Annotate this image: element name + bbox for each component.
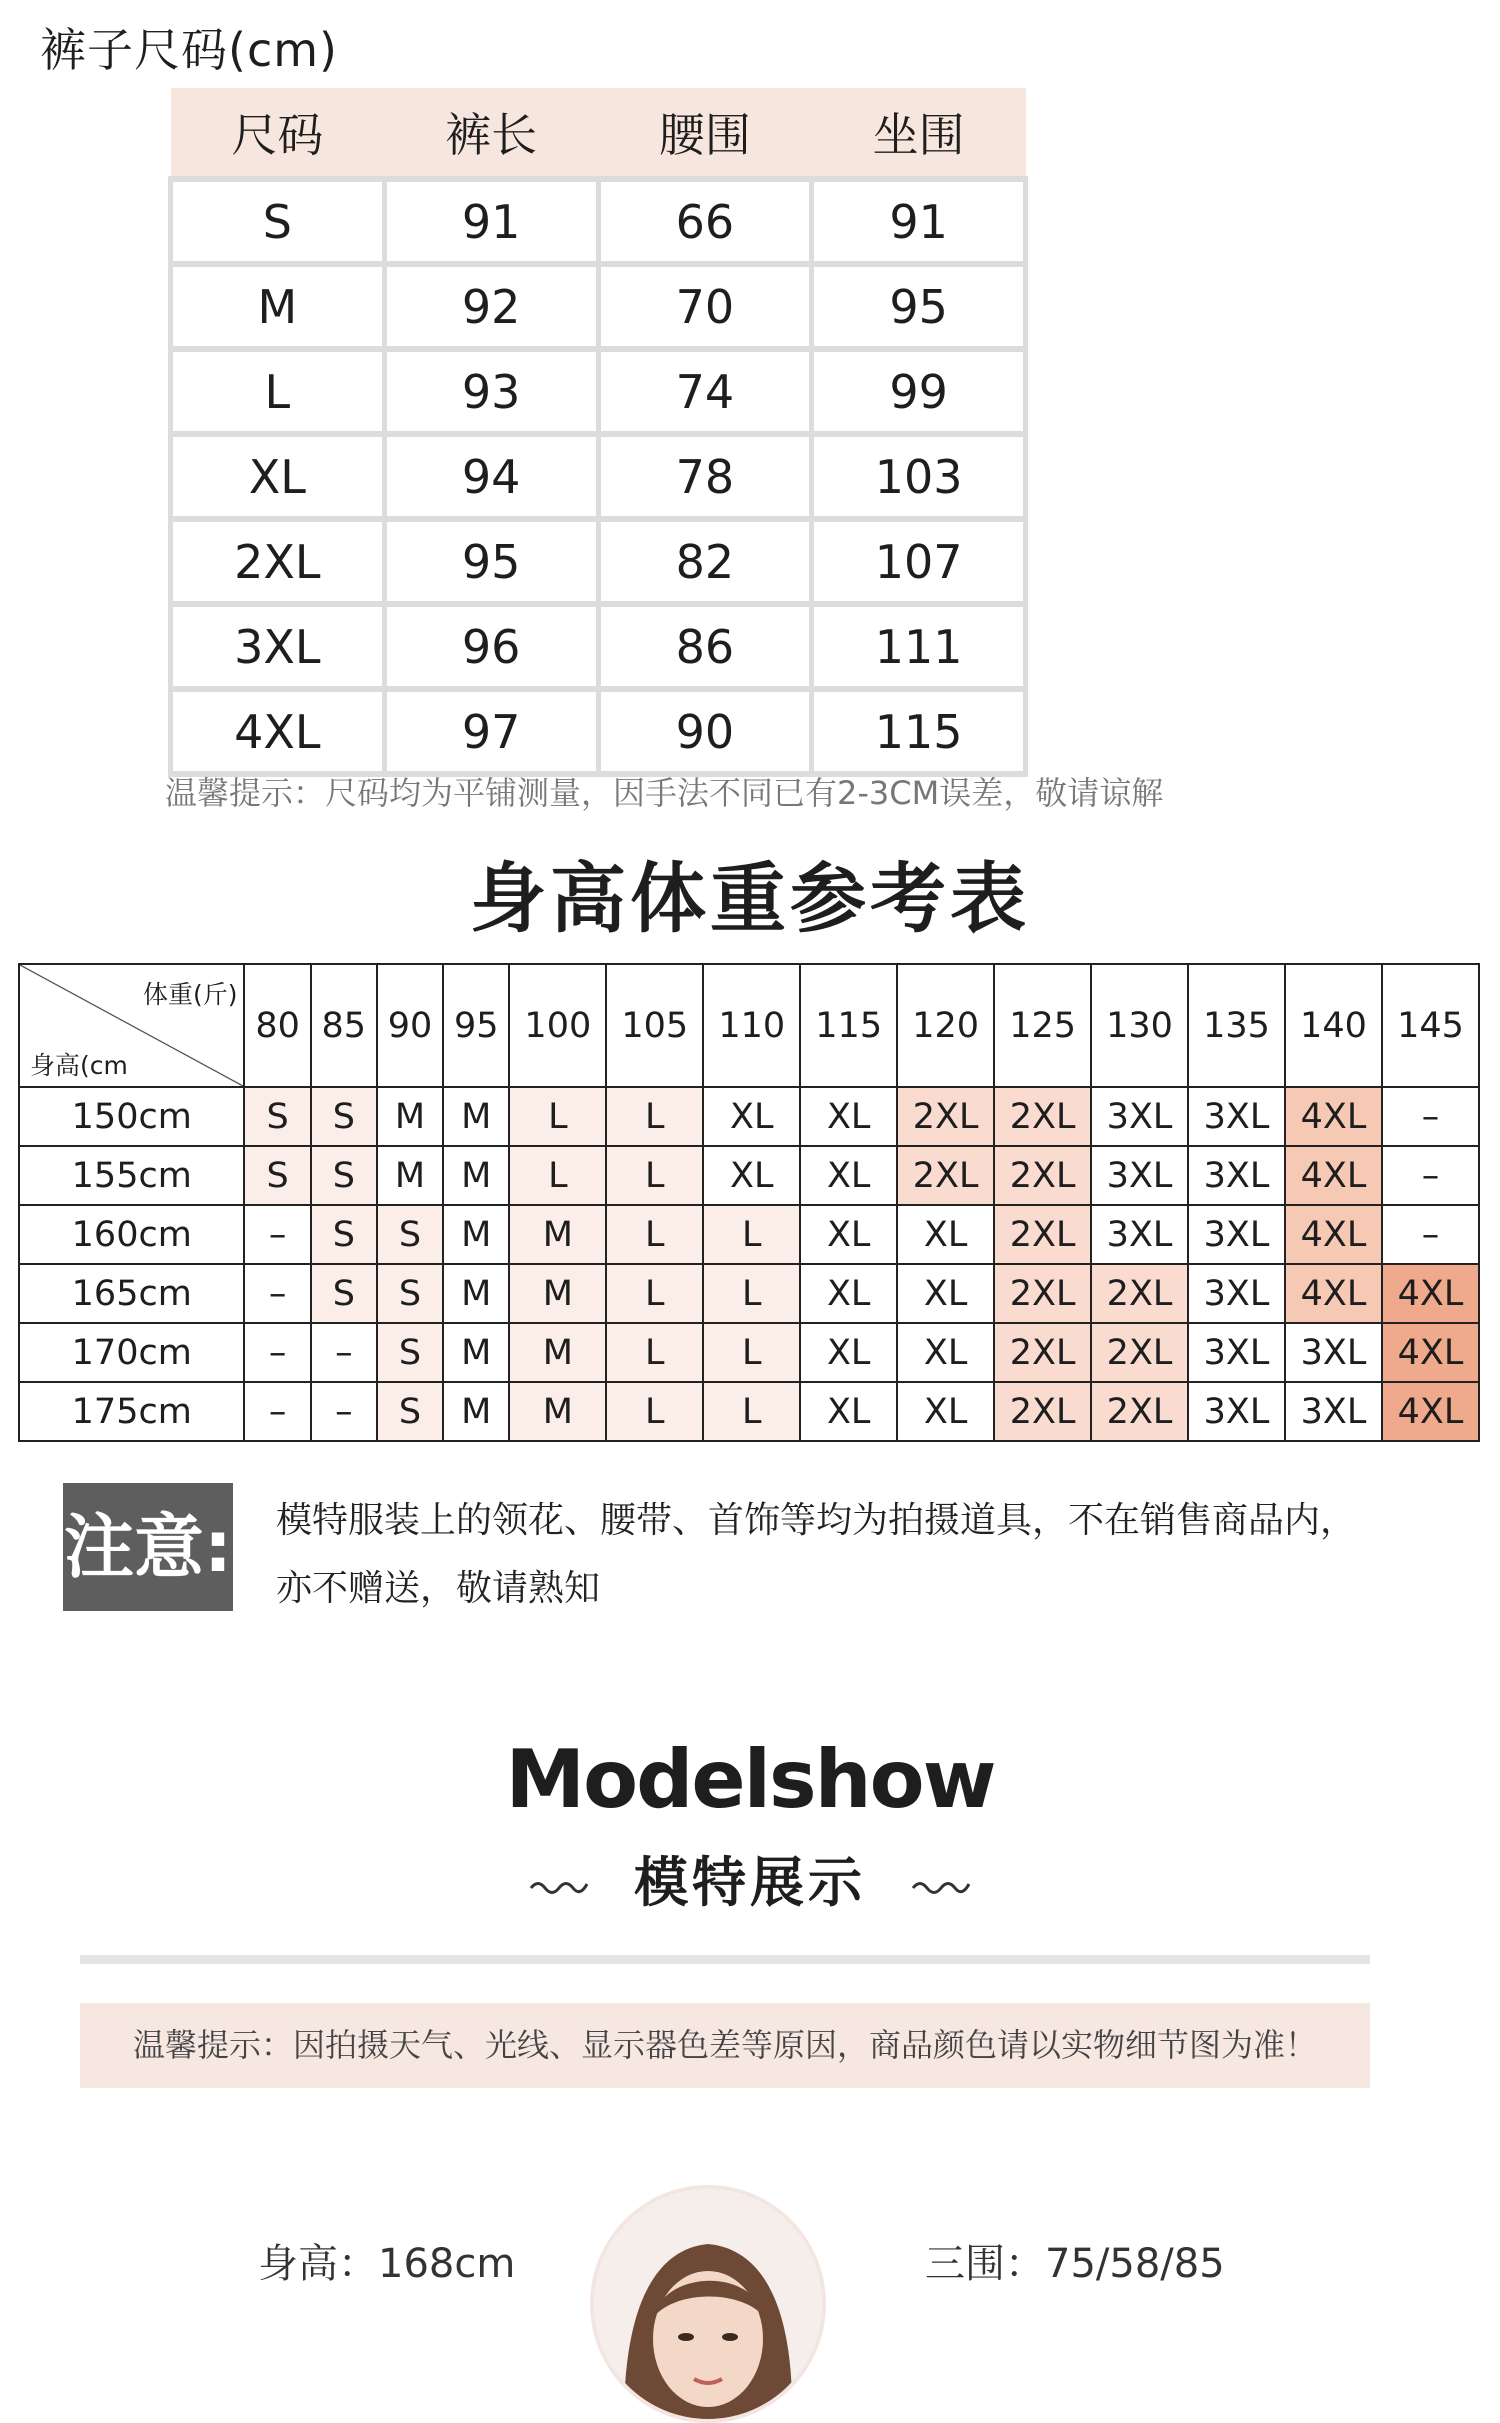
size-recommendation-cell: S <box>244 1087 310 1146</box>
size-recommendation-cell: L <box>606 1323 703 1382</box>
weight-header-cell: 145 <box>1382 964 1479 1087</box>
size-recommendation-cell: M <box>509 1323 606 1382</box>
pants-table-row <box>171 179 1026 264</box>
pants-waist-cell: 90 <box>598 689 812 774</box>
size-recommendation-cell: 4XL <box>1382 1323 1479 1382</box>
pants-size-cell: 3XL <box>171 604 385 689</box>
reference-row <box>19 1205 1479 1264</box>
height-weight-table <box>18 963 1480 1442</box>
weight-header-cell: 135 <box>1188 964 1285 1087</box>
height-cell: 160cm <box>19 1205 244 1264</box>
pants-waist-cell: 70 <box>598 264 812 349</box>
size-recommendation-cell: M <box>509 1382 606 1441</box>
size-recommendation-cell: L <box>703 1205 800 1264</box>
size-recommendation-cell: 2XL <box>994 1087 1091 1146</box>
model-show-title: Modelshow <box>505 1733 995 1826</box>
size-recommendation-cell: L <box>606 1382 703 1441</box>
reference-row <box>19 1146 1479 1205</box>
weight-header-cell: 120 <box>897 964 994 1087</box>
pants-header-waist: 腰围 <box>598 88 812 179</box>
weight-header-cell: 85 <box>311 964 377 1087</box>
pants-size-cell: 2XL <box>171 519 385 604</box>
pants-table-row <box>171 434 1026 519</box>
size-recommendation-cell: 4XL <box>1382 1382 1479 1441</box>
size-recommendation-cell: 3XL <box>1188 1146 1285 1205</box>
size-recommendation-cell: 4XL <box>1285 1087 1382 1146</box>
pants-size-title: 裤子尺码(cm) <box>40 23 338 77</box>
pants-hip-cell: 95 <box>812 264 1026 349</box>
size-recommendation-cell: M <box>443 1205 509 1264</box>
pants-waist-cell: 78 <box>598 434 812 519</box>
height-cell: 155cm <box>19 1146 244 1205</box>
height-cell: 175cm <box>19 1382 244 1441</box>
size-recommendation-cell: – <box>244 1264 310 1323</box>
pants-table-row <box>171 264 1026 349</box>
size-recommendation-cell: XL <box>800 1264 897 1323</box>
size-recommendation-cell: XL <box>897 1205 994 1264</box>
size-recommendation-cell: – <box>1382 1087 1479 1146</box>
weight-header-cell: 140 <box>1285 964 1382 1087</box>
model-height: 身高：168cm <box>258 2241 516 2287</box>
measure-note: 温馨提示：尺码均为平铺测量，因手法不同已有2-3CM误差，敬请谅解 <box>165 774 1164 812</box>
pants-size-cell: M <box>171 264 385 349</box>
size-recommendation-cell: 2XL <box>994 1205 1091 1264</box>
size-recommendation-cell: 4XL <box>1285 1264 1382 1323</box>
weight-header-cell: 80 <box>244 964 310 1087</box>
pants-length-cell: 95 <box>384 519 598 604</box>
pants-size-cell: XL <box>171 434 385 519</box>
pants-table-row <box>171 604 1026 689</box>
size-recommendation-cell: 2XL <box>897 1087 994 1146</box>
notice-text <box>276 1487 1456 1623</box>
weight-axis-label: 体重(斤) <box>142 980 238 1009</box>
pants-table-row <box>171 519 1026 604</box>
size-recommendation-cell: S <box>377 1382 443 1441</box>
size-recommendation-cell: S <box>377 1264 443 1323</box>
model-portrait-image <box>594 2189 822 2419</box>
size-recommendation-cell: M <box>443 1323 509 1382</box>
weight-header-cell: 130 <box>1091 964 1188 1087</box>
weight-header-cell: 115 <box>800 964 897 1087</box>
size-recommendation-cell: L <box>509 1146 606 1205</box>
height-axis-label: 身高(cm <box>30 1051 128 1080</box>
pants-header-length: 裤长 <box>384 88 598 179</box>
reference-title: 身高体重参考表 <box>470 854 1030 943</box>
notice-badge: 注意: <box>63 1483 233 1611</box>
reference-row <box>19 1382 1479 1441</box>
model-avatar <box>590 2185 826 2423</box>
size-recommendation-cell: M <box>443 1146 509 1205</box>
size-recommendation-cell: 2XL <box>994 1382 1091 1441</box>
size-recommendation-cell: 3XL <box>1188 1264 1285 1323</box>
height-cell: 170cm <box>19 1323 244 1382</box>
size-recommendation-cell: S <box>311 1146 377 1205</box>
weight-header-cell: 125 <box>994 964 1091 1087</box>
size-recommendation-cell: XL <box>800 1382 897 1441</box>
size-recommendation-cell: – <box>1382 1205 1479 1264</box>
size-recommendation-cell: L <box>606 1146 703 1205</box>
size-recommendation-cell: 4XL <box>1382 1264 1479 1323</box>
reference-row <box>19 1264 1479 1323</box>
size-recommendation-cell: M <box>443 1264 509 1323</box>
notice-line-2: 亦不赠送，敬请熟知 <box>276 1568 601 1609</box>
size-recommendation-cell: 2XL <box>1091 1323 1188 1382</box>
weight-header-cell: 95 <box>443 964 509 1087</box>
pants-table-header <box>171 88 1026 179</box>
size-recommendation-cell: L <box>606 1264 703 1323</box>
pants-hip-cell: 99 <box>812 349 1026 434</box>
reference-row <box>19 1323 1479 1382</box>
weight-header-cell: 110 <box>703 964 800 1087</box>
size-recommendation-cell: 2XL <box>1091 1264 1188 1323</box>
pants-table-row <box>171 689 1026 774</box>
size-recommendation-cell: 2XL <box>897 1146 994 1205</box>
size-recommendation-cell: – <box>244 1382 310 1441</box>
size-recommendation-cell: S <box>311 1205 377 1264</box>
model-show-subtitle: 模特展示 <box>634 1851 866 1914</box>
size-recommendation-cell: L <box>703 1264 800 1323</box>
size-recommendation-cell: – <box>311 1323 377 1382</box>
weight-header-cell: 90 <box>377 964 443 1087</box>
size-recommendation-cell: 3XL <box>1188 1382 1285 1441</box>
size-recommendation-cell: 3XL <box>1091 1205 1188 1264</box>
size-recommendation-cell: 3XL <box>1285 1382 1382 1441</box>
size-recommendation-cell: XL <box>800 1323 897 1382</box>
size-recommendation-cell: M <box>377 1146 443 1205</box>
pants-waist-cell: 74 <box>598 349 812 434</box>
pants-header-hip: 坐围 <box>812 88 1026 179</box>
size-recommendation-cell: M <box>509 1264 606 1323</box>
pants-hip-cell: 91 <box>812 179 1026 264</box>
size-recommendation-cell: S <box>377 1323 443 1382</box>
size-recommendation-cell: S <box>244 1146 310 1205</box>
size-recommendation-cell: S <box>311 1264 377 1323</box>
pants-header-size: 尺码 <box>171 88 385 179</box>
size-recommendation-cell: M <box>377 1087 443 1146</box>
pants-length-cell: 93 <box>384 349 598 434</box>
size-recommendation-cell: 2XL <box>994 1323 1091 1382</box>
model-show-subtitle-row <box>0 1840 1500 1917</box>
size-recommendation-cell: L <box>703 1323 800 1382</box>
pants-length-cell: 94 <box>384 434 598 519</box>
pants-table-row <box>171 349 1026 434</box>
size-recommendation-cell: L <box>509 1087 606 1146</box>
size-recommendation-cell: M <box>443 1087 509 1146</box>
size-recommendation-cell: L <box>606 1205 703 1264</box>
size-recommendation-cell: – <box>244 1323 310 1382</box>
height-cell: 150cm <box>19 1087 244 1146</box>
size-recommendation-cell: XL <box>800 1146 897 1205</box>
corner-cell <box>19 964 244 1087</box>
pants-hip-cell: 107 <box>812 519 1026 604</box>
weight-header-cell: 105 <box>606 964 703 1087</box>
section-divider <box>80 1955 1370 1964</box>
pants-size-cell: S <box>171 179 385 264</box>
size-recommendation-cell: 3XL <box>1091 1146 1188 1205</box>
size-recommendation-cell: XL <box>703 1146 800 1205</box>
pants-size-cell: L <box>171 349 385 434</box>
size-recommendation-cell: – <box>244 1205 310 1264</box>
size-recommendation-cell: 3XL <box>1188 1323 1285 1382</box>
reference-header-row <box>19 964 1479 1087</box>
size-recommendation-cell: XL <box>897 1382 994 1441</box>
size-recommendation-cell: S <box>311 1087 377 1146</box>
size-recommendation-cell: – <box>311 1382 377 1441</box>
size-recommendation-cell: XL <box>800 1087 897 1146</box>
pants-waist-cell: 86 <box>598 604 812 689</box>
color-notice-text: 温馨提示：因拍摄天气、光线、显示器色差等原因，商品颜色请以实物细节图为准！ <box>132 2026 1317 2064</box>
reference-table-body <box>19 1087 1479 1441</box>
weight-header-cell: 100 <box>509 964 606 1087</box>
pants-waist-cell: 66 <box>598 179 812 264</box>
pants-hip-cell: 115 <box>812 689 1026 774</box>
size-recommendation-cell: 3XL <box>1188 1205 1285 1264</box>
pants-length-cell: 96 <box>384 604 598 689</box>
size-recommendation-cell: 2XL <box>994 1146 1091 1205</box>
size-recommendation-cell: 4XL <box>1285 1205 1382 1264</box>
size-recommendation-cell: 4XL <box>1285 1146 1382 1205</box>
reference-row <box>19 1087 1479 1146</box>
notice-line-1: 模特服装上的领花、腰带、首饰等均为拍摄道具，不在销售商品内， <box>276 1500 1357 1541</box>
pants-length-cell: 97 <box>384 689 598 774</box>
size-recommendation-cell: 3XL <box>1188 1087 1285 1146</box>
size-recommendation-cell: 2XL <box>994 1264 1091 1323</box>
pants-size-table <box>168 88 1028 777</box>
size-recommendation-cell: M <box>509 1205 606 1264</box>
pants-size-cell: 4XL <box>171 689 385 774</box>
size-recommendation-cell: XL <box>800 1205 897 1264</box>
pants-length-cell: 91 <box>384 179 598 264</box>
size-recommendation-cell: M <box>443 1382 509 1441</box>
pants-hip-cell: 103 <box>812 434 1026 519</box>
size-recommendation-cell: XL <box>897 1323 994 1382</box>
size-recommendation-cell: XL <box>897 1264 994 1323</box>
size-recommendation-cell: 2XL <box>1091 1382 1188 1441</box>
size-recommendation-cell: L <box>703 1382 800 1441</box>
pants-length-cell: 92 <box>384 264 598 349</box>
size-recommendation-cell: L <box>606 1087 703 1146</box>
size-recommendation-cell: S <box>377 1205 443 1264</box>
size-recommendation-cell: XL <box>703 1087 800 1146</box>
pants-table-body <box>171 179 1026 774</box>
size-recommendation-cell: – <box>1382 1146 1479 1205</box>
model-measurements: 三围：75/58/85 <box>925 2241 1225 2287</box>
wave-right-icon <box>911 1874 971 1898</box>
pants-waist-cell: 82 <box>598 519 812 604</box>
size-recommendation-cell: 3XL <box>1091 1087 1188 1146</box>
pants-hip-cell: 111 <box>812 604 1026 689</box>
size-recommendation-cell: 3XL <box>1285 1323 1382 1382</box>
height-cell: 165cm <box>19 1264 244 1323</box>
wave-left-icon <box>529 1874 589 1898</box>
